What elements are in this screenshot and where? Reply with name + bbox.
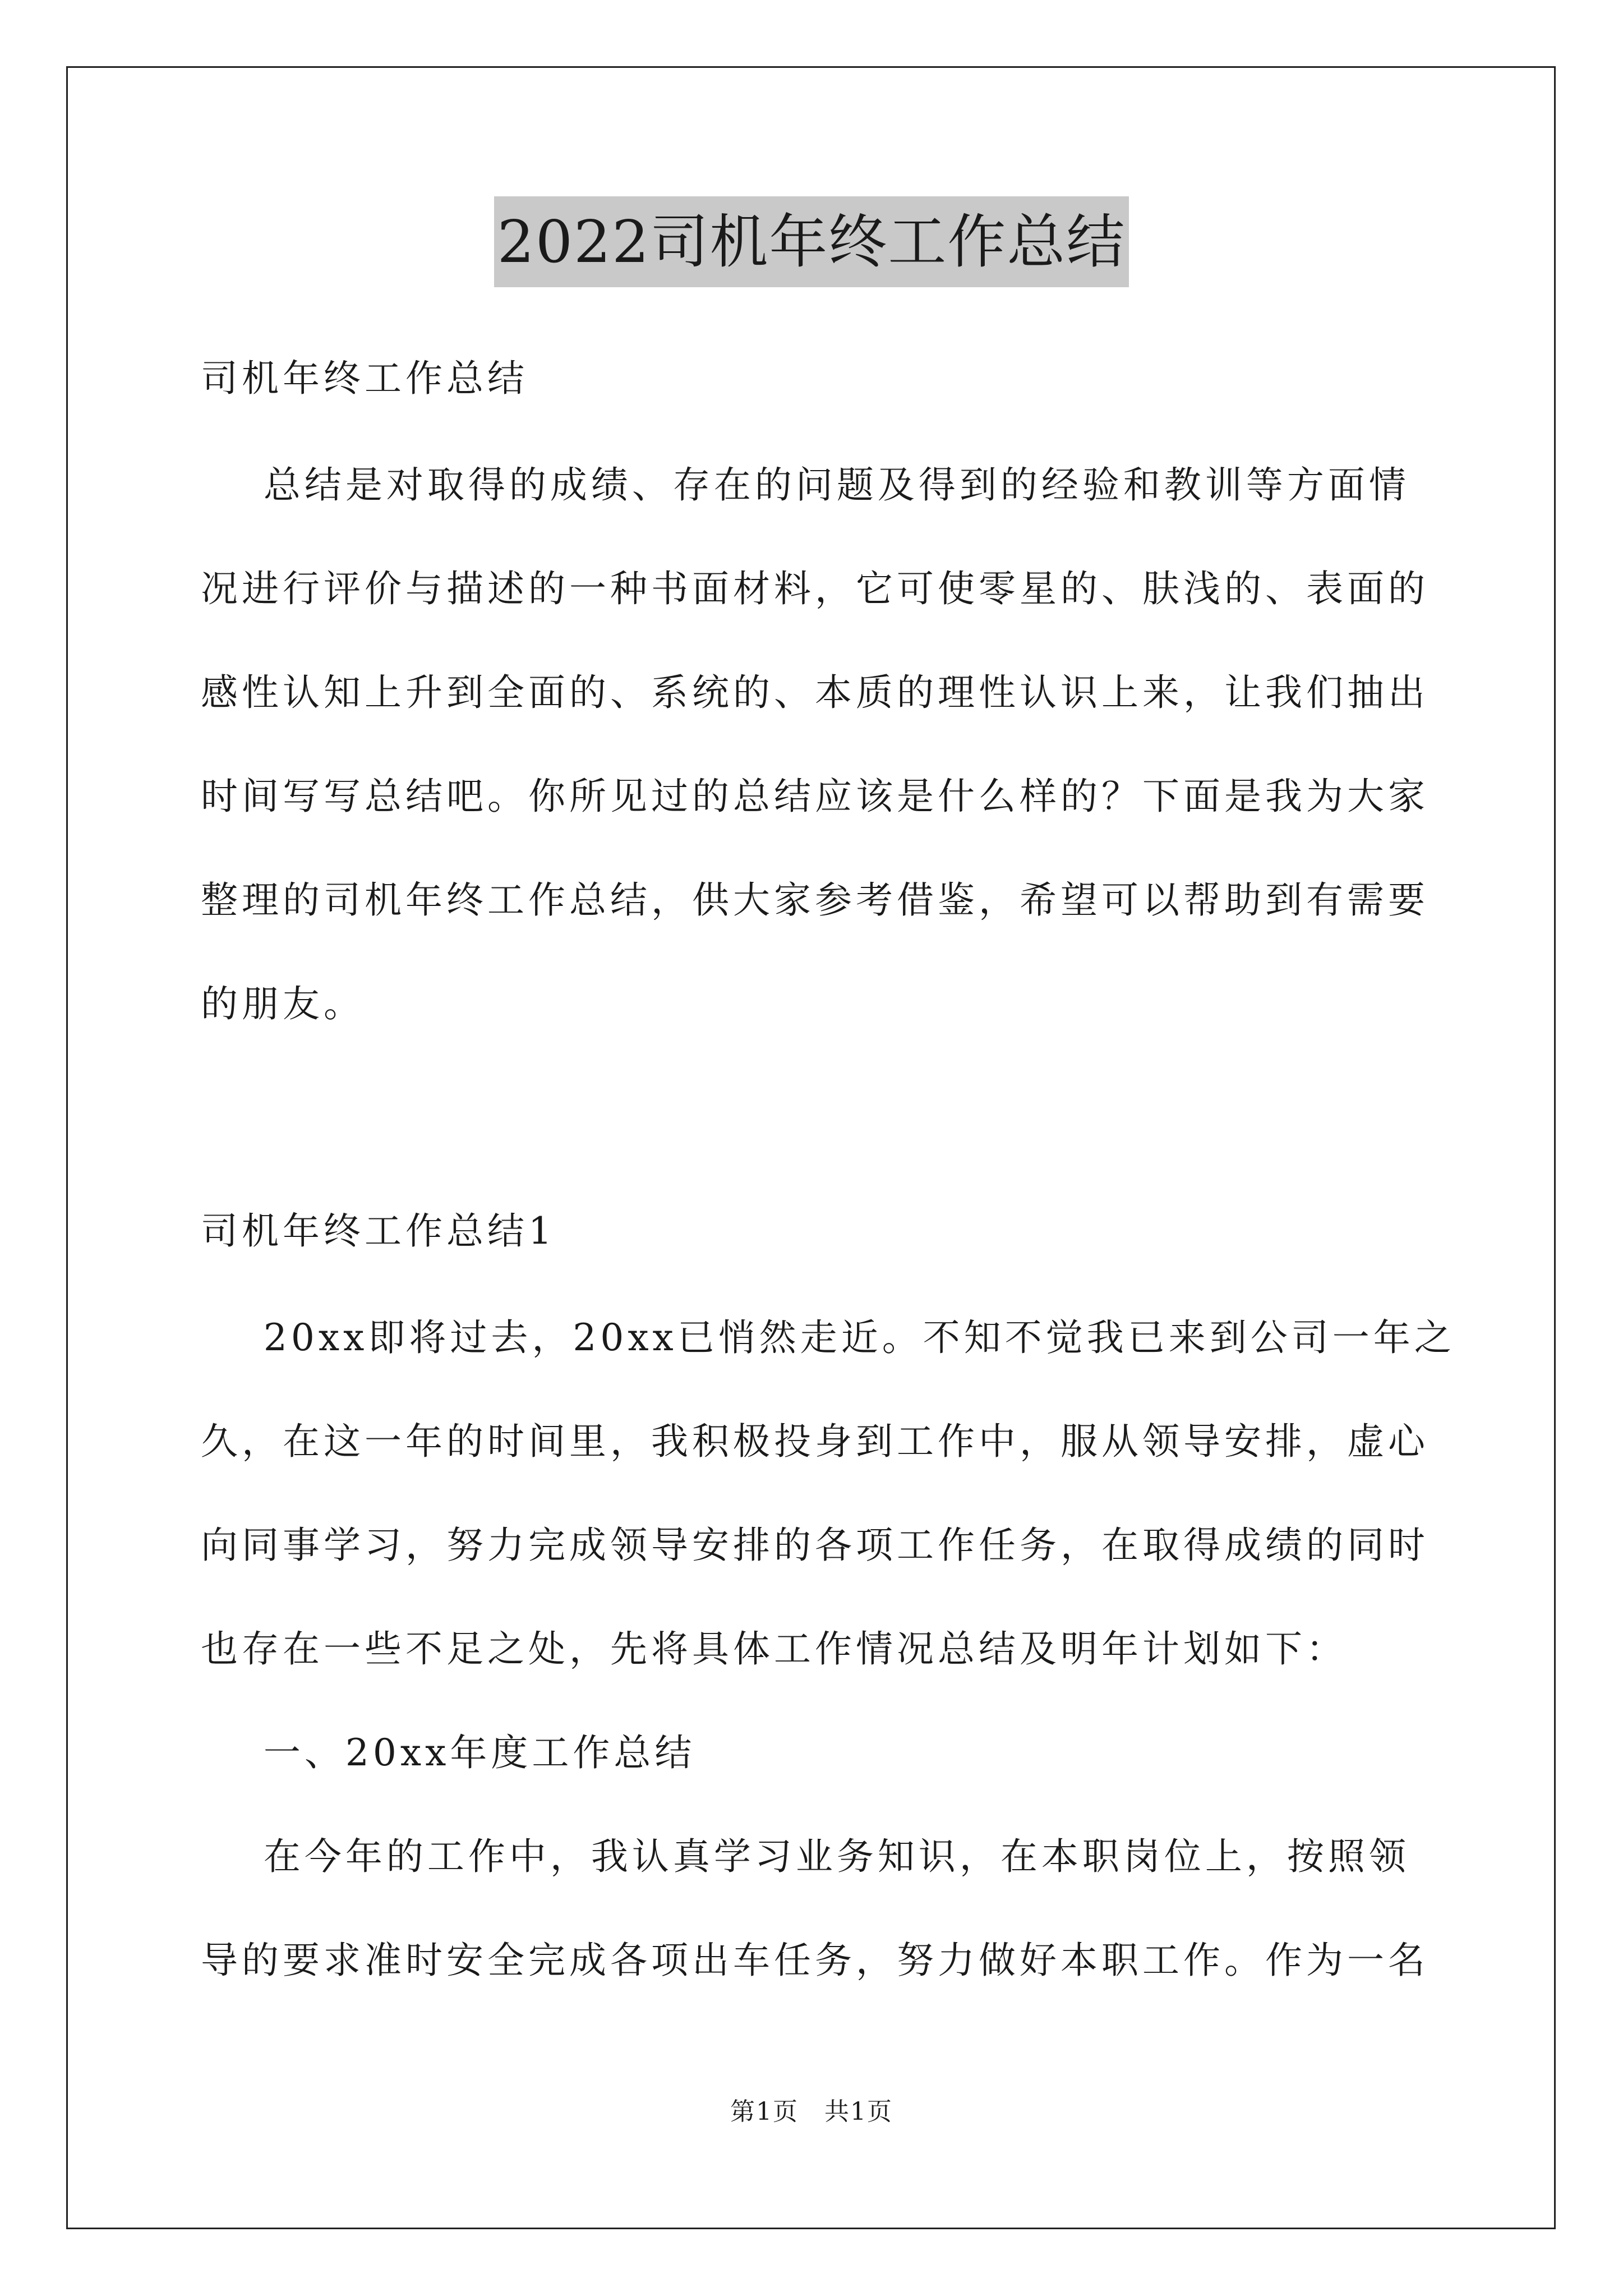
paragraph-line: 向同事学习，努力完成领导安排的各项工作任务，在取得成绩的同时: [201, 1524, 1429, 1567]
paragraph-line: 导的要求准时安全完成各项出车任务，努力做好本职工作。作为一名: [201, 1939, 1429, 1982]
paragraph-line: 在今年的工作中，我认真学习业务知识，在本职岗位上，按照领: [201, 1835, 1410, 1878]
section-heading: 司机年终工作总结1: [201, 1209, 556, 1253]
page-footer: 第1页 共1页: [730, 2097, 893, 2126]
paragraph-line: 也存在一些不足之处，先将具体工作情况总结及明年计划如下：: [201, 1627, 1347, 1671]
paragraph-line: 时间写写总结吧。你所见过的总结应该是什么样的？下面是我为大家: [201, 775, 1429, 818]
paragraph-line: 20xx即将过去，20xx已悄然走近。不知不觉我已来到公司一年之: [201, 1316, 1455, 1359]
paragraph-line: 感性认知上升到全面的、系统的、本质的理性认识上来，让我们抽出: [201, 671, 1429, 714]
paragraph-line: 久，在这一年的时间里，我积极投身到工作中，服从领导安排，虚心: [201, 1420, 1429, 1463]
paragraph-line: 况进行评价与描述的一种书面材料，它可使零星的、肤浅的、表面的: [201, 567, 1429, 610]
paragraph-line: 的朋友。: [201, 982, 365, 1025]
paragraph-line: 总结是对取得的成绩、存在的问题及得到的经验和教训等方面情: [201, 463, 1410, 507]
document-title: 2022司机年终工作总结: [494, 196, 1129, 287]
title-wrap: [0, 196, 1623, 287]
paragraph-line: 整理的司机年终工作总结，供大家参考借鉴，希望可以帮助到有需要: [201, 878, 1429, 922]
subtitle: 司机年终工作总结: [201, 357, 528, 400]
subsection-heading: 一、20xx年度工作总结: [201, 1731, 696, 1774]
